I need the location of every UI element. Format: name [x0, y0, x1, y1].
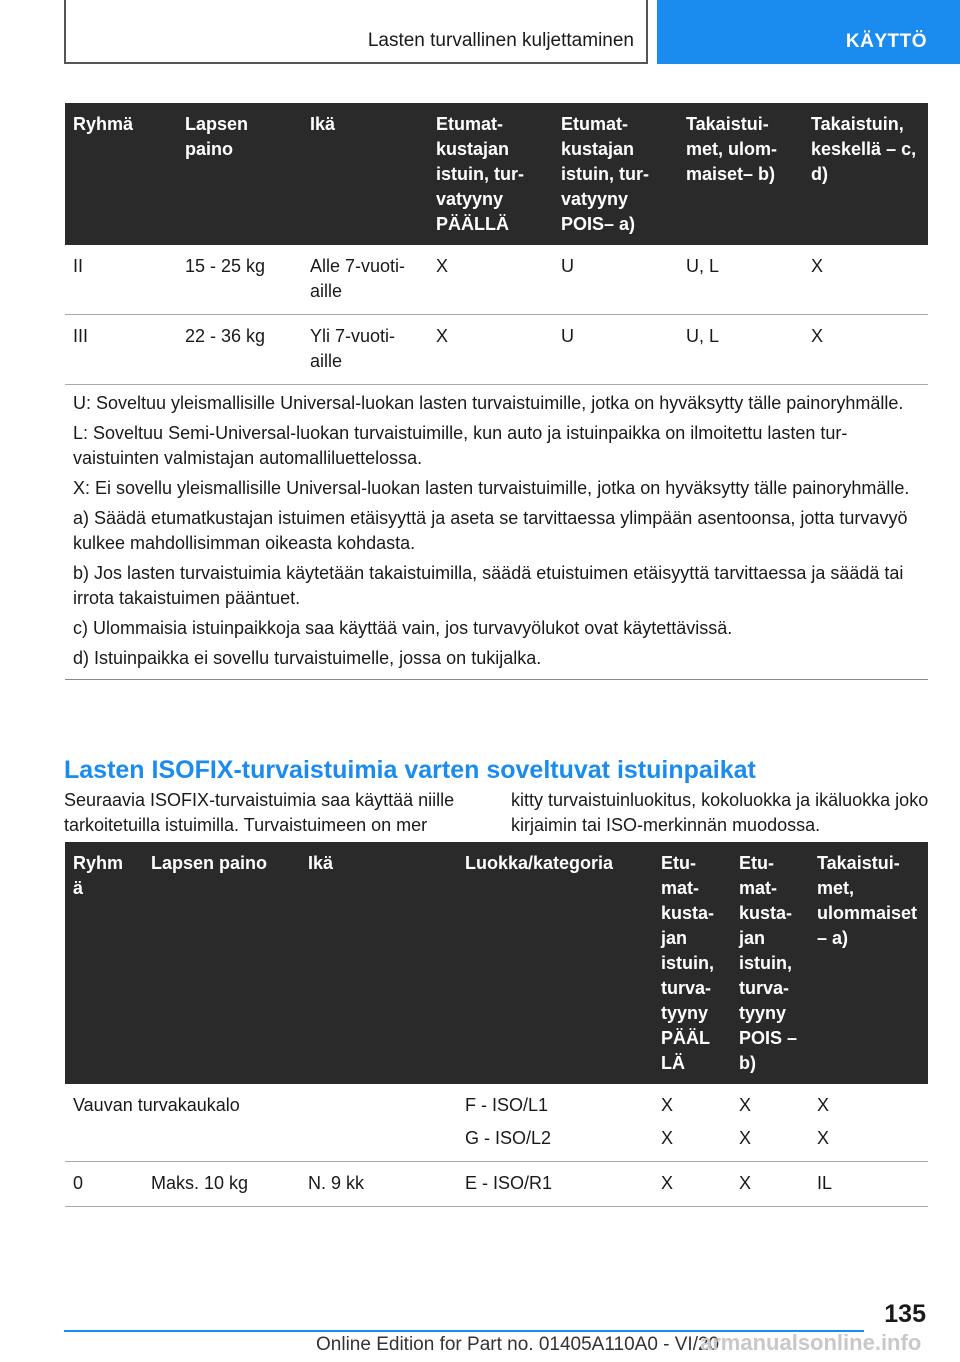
table-cell: N. 9 kk — [300, 1162, 457, 1207]
cell-value: X — [739, 1128, 752, 1148]
chapter-label: KÄYTTÖ — [845, 31, 927, 52]
table-cell: X — [653, 1162, 731, 1207]
table-cell: Alle 7-vuotiaille — [302, 245, 428, 315]
col-header: Lapsen paino — [143, 842, 300, 1084]
cell-value: X — [739, 1095, 752, 1115]
note-c: c) Ulommaisia istuinpaikkoja saa käyttää vain, jos turvavyölukot ovat käytettävissä. — [73, 618, 733, 638]
table-cell: II — [65, 245, 177, 315]
col-header: Etumatkustajan istuin, turvatyyny POIS – b) — [731, 842, 809, 1084]
col-header: Takaistuimet, ulommaiset – a) — [809, 842, 928, 1084]
col-header: Ryhm ä — [65, 842, 143, 1084]
cell-value: X — [661, 1128, 674, 1148]
table-row — [65, 1162, 928, 1207]
child-seat-table — [65, 103, 928, 680]
table-cell: U, L — [678, 245, 803, 315]
table-cell: Yli 7-vuotiaille — [302, 315, 428, 385]
section-title-text: Lasten turvallinen kuljettaminen — [367, 30, 634, 51]
notes-row — [65, 385, 928, 680]
table-row — [65, 315, 928, 385]
note-l: L: Soveltuu Semi-Universal-luokan turvaistuimille, kun auto ja istuinpaikka on ilmoitettu lasten turvaistuinten valmistajan automalliluettelossa. — [73, 423, 848, 468]
note-x: X: Ei sovellu yleismallisille Universal-luokan lasten turvaistuimille, jotka on hyväksytty tälle painoryhmälle. — [73, 478, 910, 498]
col-header: Etumatkustajan istuin, turvatyyny PÄÄL LÄ — [653, 842, 731, 1084]
table-cell: IL — [809, 1162, 928, 1207]
table-cell: X — [428, 315, 553, 385]
table-cell — [809, 1084, 928, 1162]
table-header-row — [65, 103, 928, 245]
col-header: Etumatkustajan istuin, turvatyyny POIS– a) — [553, 103, 678, 245]
table-cell — [653, 1084, 731, 1162]
note-a: a) Säädä etumatkustajan istuimen etäisyyttä ja aseta se tarvittaessa ylimpään asentoonsa, jotta turvavyö kulkee mahdollisimman oikeasta kohdasta. — [73, 508, 908, 553]
table-cell: 0 — [65, 1162, 143, 1207]
table-row — [65, 1084, 928, 1162]
col-header: Luokka/kategoria — [457, 842, 653, 1084]
table-cell: 15 - 25 kg — [177, 245, 302, 315]
col-header: Ryhmä — [65, 103, 177, 245]
isofix-table — [65, 842, 928, 1207]
note-d: d) Istuinpaikka ei sovellu turvaistuimelle, jossa on tukijalka. — [73, 648, 542, 668]
page-number: 135 — [884, 1300, 926, 1328]
class-value: F - ISO/L1 — [465, 1095, 549, 1115]
note-u: U: Soveltuu yleismallisille Universal-luokan lasten turvaistuimille, jotka on hyväksytty tälle painoryhmälle. — [73, 393, 904, 413]
table-cell: Maks. 10 kg — [143, 1162, 300, 1207]
col-header: Lapsen paino — [177, 103, 302, 245]
cell-value: X — [817, 1095, 830, 1115]
table-row — [65, 245, 928, 315]
watermark: armanualsonline.info — [700, 1330, 922, 1355]
table-cell: U — [553, 315, 678, 385]
footer-edition: Online Edition for Part no. 01405A110A0 - VI/20 — [316, 1334, 720, 1355]
table-cell: Vauvan turvakaukalo — [65, 1084, 457, 1162]
table-header-row — [65, 842, 928, 1084]
note-b: b) Jos lasten turvaistuimia käytetään takaistuimilla, säädä etuistuimen etäisyyttä tarvittaessa ja säädä tai irrota takaistuimen pääntuet. — [73, 563, 904, 608]
section-heading: Lasten ISOFIX-turvaistuimia varten soveltuvat istuinpaikat — [64, 756, 756, 784]
col-header: Ikä — [302, 103, 428, 245]
col-header: Ikä — [300, 842, 457, 1084]
intro-text-right: kitty turvaistuinluokitus, kokoluokka ja ikäluokka joko kirjaimin tai ISO-merkinnän muodossa. — [511, 790, 929, 835]
header-chapter-tab[interactable] — [657, 0, 960, 64]
header-section-title — [64, 0, 648, 64]
table-cell: X — [731, 1162, 809, 1207]
intro-text-left: Seuraavia ISOFIX-turvaistuimia saa käyttää niille tarkoitetuilla istuimilla. Turvaistuimeen on mer — [64, 790, 455, 835]
table-cell: X — [803, 315, 928, 385]
notes-cell — [65, 385, 928, 680]
table-cell — [731, 1084, 809, 1162]
table-cell: U, L — [678, 315, 803, 385]
table-cell: III — [65, 315, 177, 385]
cell-value: X — [817, 1128, 830, 1148]
class-value: G - ISO/L2 — [465, 1128, 552, 1148]
table-cell: E - ISO/R1 — [457, 1162, 653, 1207]
table-cell: X — [428, 245, 553, 315]
table-cell: U — [553, 245, 678, 315]
table-cell — [457, 1084, 653, 1162]
table-cell: X — [803, 245, 928, 315]
table-cell: 22 - 36 kg — [177, 315, 302, 385]
col-header: Etumatkustajan istuin, turvatyyny PÄÄLLÄ — [428, 103, 553, 245]
col-header: Takaistuin, keskellä – c, d) — [803, 103, 928, 245]
col-header: Takaistuimet, ulommaiset– b) — [678, 103, 803, 245]
cell-value: X — [661, 1095, 674, 1115]
